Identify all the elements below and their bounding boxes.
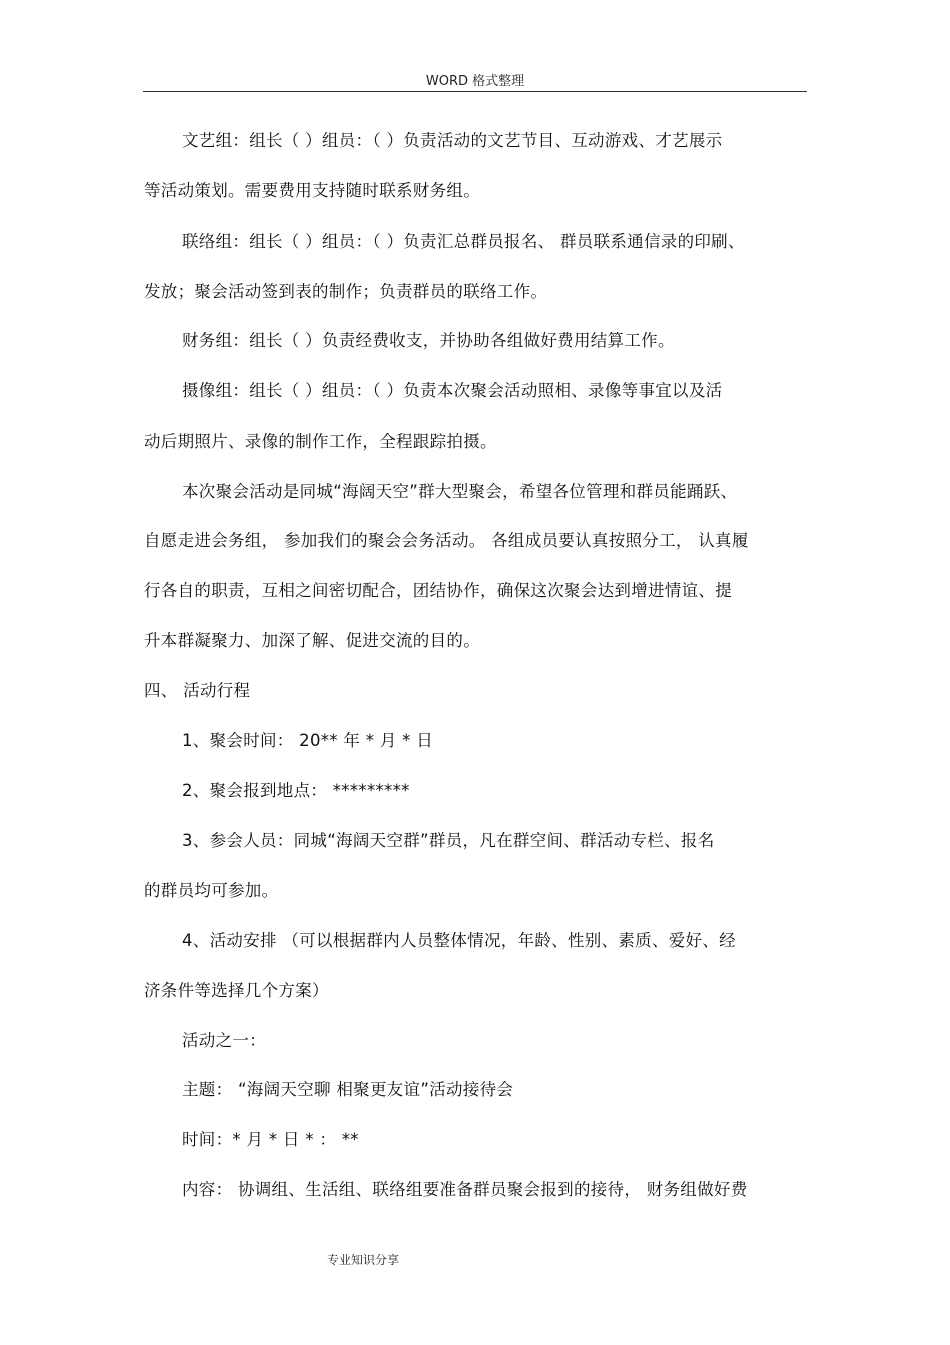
text-line: 3、参会人员：同城“海阔天空群”群员，凡在群空间、群活动专栏、报名 <box>182 831 715 850</box>
text-line: 自愿走进会务组， 参加我们的聚会会务活动。 各组成员要认真按照分工， 认真履 <box>144 531 749 550</box>
text-line: 本次聚会活动是同城“海阔天空”群大型聚会，希望各位管理和群员能踊跃、 <box>182 482 738 501</box>
text-line: 升本群凝聚力、加深了解、促进交流的目的。 <box>144 631 480 650</box>
text-line: 财务组：组长（ ）负责经费收支，并协助各组做好费用结算工作。 <box>182 331 675 350</box>
text-line: 4、活动安排 （可以根据群内人员整体情况，年龄、性别、素质、爱好、经 <box>182 931 736 950</box>
text-line: 主题： “海阔天空聊 相聚更友谊”活动接待会 <box>182 1080 514 1099</box>
text-line: 内容： 协调组、生活组、联络组要准备群员聚会报到的接待， 财务组做好费 <box>182 1180 748 1199</box>
text-line: 2、聚会报到地点： ********* <box>182 781 410 800</box>
text-line: 动后期照片、录像的制作工作，全程跟踪拍摄。 <box>144 432 497 451</box>
text-line: 等活动策划。需要费用支持随时联系财务组。 <box>144 181 480 200</box>
page-header: WORD 格式整理 <box>425 74 525 89</box>
text-line: 活动之一： <box>182 1031 266 1050</box>
header-rule <box>143 91 807 92</box>
section-heading: 四、 活动行程 <box>144 681 251 700</box>
text-line: 联络组：组长（ ）组员：（ ）负责汇总群员报名、 群员联系通信录的印刷、 <box>182 232 745 251</box>
text-line: 文艺组：组长（ ）组员：（ ）负责活动的文艺节目、互动游戏、才艺展示 <box>182 131 723 150</box>
text-line: 摄像组：组长（ ）组员：（ ）负责本次聚会活动照相、录像等事宜以及活 <box>182 381 723 400</box>
text-line: 1、聚会时间： 20** 年 * 月 * 日 <box>182 731 434 750</box>
text-line: 发放；聚会活动签到表的制作；负责群员的联络工作。 <box>144 282 548 301</box>
text-line: 行各自的职责，互相之间密切配合，团结协作，确保这次聚会达到增进情谊、提 <box>144 581 732 600</box>
text-line: 时间：* 月 * 日 * ： ** <box>182 1130 359 1149</box>
text-line: 济条件等选择几个方案） <box>144 981 329 1000</box>
text-line: 的群员均可参加。 <box>144 881 279 900</box>
page-footer: 专业知识分享 <box>326 1253 399 1267</box>
